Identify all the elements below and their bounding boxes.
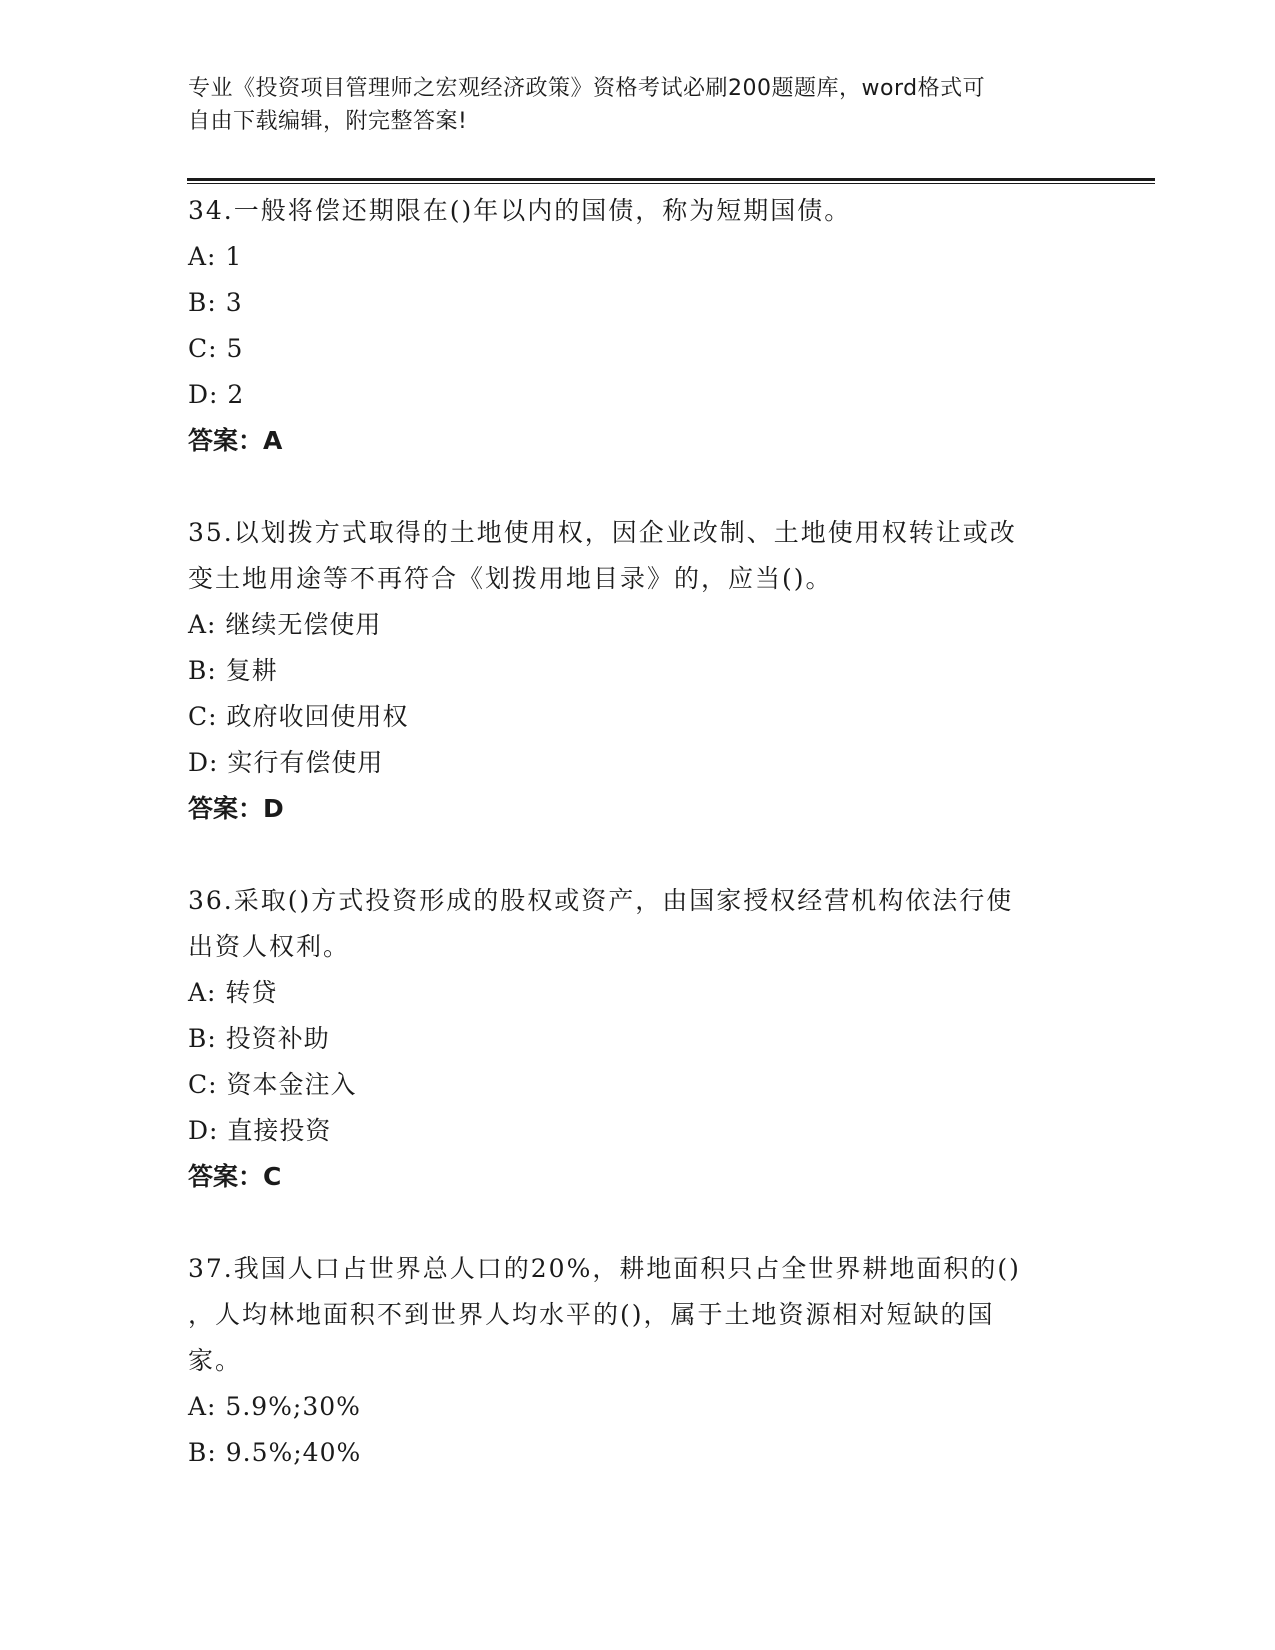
header-line-1: 专业《投资项目管理师之宏观经济政策》资格考试必刷200题题库，word格式可 xyxy=(188,76,986,101)
option-d: D: 2 xyxy=(188,380,245,409)
spacer xyxy=(188,1200,1088,1246)
spacer xyxy=(188,832,1088,878)
option-b: B: 投资补助 xyxy=(188,1024,330,1053)
question-stem-line-3: 家。 xyxy=(188,1346,243,1375)
question-list xyxy=(188,188,1088,1476)
question-stem-line-1: 37.我国人口占世界总人口的20%，耕地面积只占全世界耕地面积的() xyxy=(188,1254,1021,1283)
answer: 答案：D xyxy=(188,794,284,823)
option-b: B: 复耕 xyxy=(188,656,278,685)
question-34 xyxy=(188,188,1088,464)
answer: 答案：C xyxy=(188,1162,282,1191)
question-35 xyxy=(188,510,1088,832)
answer: 答案：A xyxy=(188,426,283,455)
option-c: C: 政府收回使用权 xyxy=(188,702,409,731)
question-stem-line-2: 出资人权利。 xyxy=(188,932,351,961)
question-37 xyxy=(188,1246,1088,1476)
spacer xyxy=(188,464,1088,510)
option-d: D: 实行有偿使用 xyxy=(188,748,384,777)
header-rule-thin xyxy=(187,183,1155,184)
option-a: A: 1 xyxy=(188,242,243,271)
question-36 xyxy=(188,878,1088,1200)
option-b: B: 9.5%;40% xyxy=(188,1438,362,1467)
question-stem-line-1: 36.采取()方式投资形成的股权或资产，由国家授权经营机构依法行使 xyxy=(188,886,1014,915)
question-stem-line-2: 变土地用途等不再符合《划拨用地目录》的，应当()。 xyxy=(188,564,833,593)
header-line-2: 自由下载编辑，附完整答案! xyxy=(188,109,468,134)
question-stem-line-2: ，人均林地面积不到世界人均水平的()，属于土地资源相对短缺的国 xyxy=(188,1300,995,1329)
document-header xyxy=(188,72,1068,138)
option-b: B: 3 xyxy=(188,288,243,317)
question-stem: 34.一般将偿还期限在()年以内的国债，称为短期国债。 xyxy=(188,196,852,225)
option-a: A: 转贷 xyxy=(188,978,278,1007)
option-a: A: 继续无偿使用 xyxy=(188,610,382,639)
option-c: C: 资本金注入 xyxy=(188,1070,357,1099)
question-stem-line-1: 35.以划拨方式取得的土地使用权，因企业改制、土地使用权转让或改 xyxy=(188,518,1017,547)
header-rule-thick xyxy=(187,178,1155,181)
option-a: A: 5.9%;30% xyxy=(188,1392,361,1421)
option-c: C: 5 xyxy=(188,334,244,363)
option-d: D: 直接投资 xyxy=(188,1116,332,1145)
